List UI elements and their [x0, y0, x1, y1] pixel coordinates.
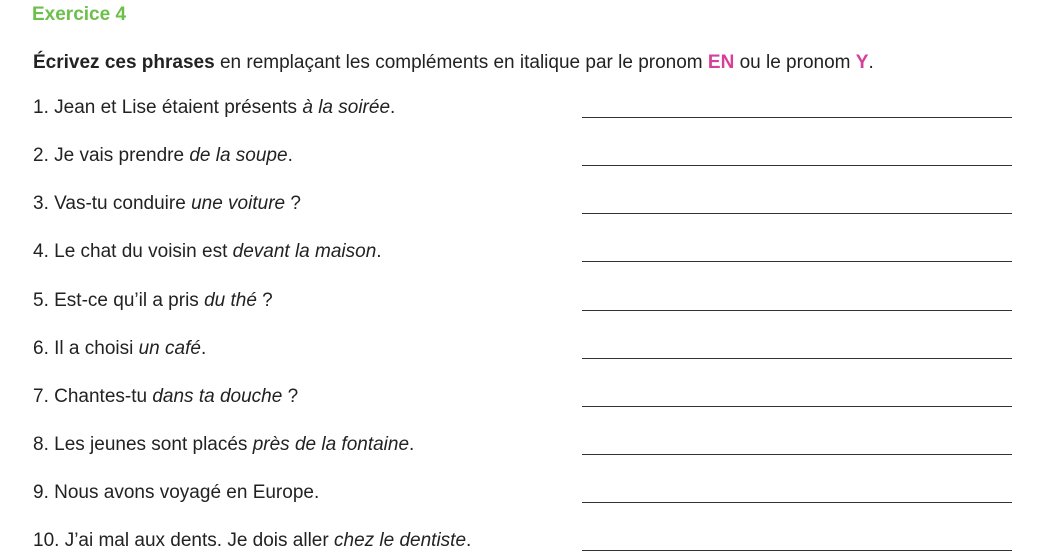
exercise-sentence: [33, 145, 293, 167]
instruction-middle: en remplaçant les compléments en italique par le pronom: [214, 52, 708, 73]
answer-line[interactable]: [582, 550, 1012, 551]
exercise-sentence: [33, 434, 414, 456]
sentence-plain: 4. Le chat du voisin est: [33, 241, 233, 262]
sentence-after: ?: [256, 290, 273, 311]
sentence-italic: dans ta douche: [152, 386, 283, 407]
sentence-italic: à la soirée: [302, 97, 391, 118]
sentence-italic: une voiture: [191, 193, 286, 214]
pronoun-y: Y: [855, 52, 869, 73]
answer-line[interactable]: [582, 454, 1012, 455]
sentence-plain: 8. Les jeunes sont placés: [33, 434, 253, 455]
sentence-italic: du thé: [204, 290, 257, 311]
answer-line[interactable]: [582, 358, 1012, 359]
exercise-item-6: [33, 338, 1013, 368]
sentence-plain: 3. Vas-tu conduire: [33, 193, 192, 214]
exercise-sentence: [33, 530, 471, 552]
sentence-plain: 10. J’ai mal aux dents. Je dois aller: [33, 530, 334, 551]
exercise-item-10: [33, 530, 1013, 560]
sentence-plain: 6. Il a choisi: [33, 338, 139, 359]
sentence-italic: un café: [138, 338, 201, 359]
sentence-plain: 7. Chantes-tu: [33, 386, 153, 407]
answer-line[interactable]: [582, 502, 1012, 503]
exercise-item-9: [33, 482, 1013, 512]
exercise-item-3: [33, 193, 1013, 223]
exercise-sentence: [33, 290, 273, 312]
sentence-after: .: [466, 530, 472, 551]
sentence-after: .: [409, 434, 415, 455]
instruction-end: .: [868, 52, 874, 73]
sentence-plain: 5. Est-ce qu’il a pris: [33, 290, 205, 311]
sentence-italic: devant la maison: [232, 241, 377, 262]
exercise-item-2: [33, 145, 1013, 175]
exercise-sentence: [33, 97, 395, 119]
sentence-after: .: [390, 97, 396, 118]
answer-line[interactable]: [582, 310, 1012, 311]
sentence-italic: chez le dentiste: [334, 530, 467, 551]
exercise-sentence: [33, 241, 382, 263]
exercise-item-7: [33, 386, 1013, 416]
exercise-sentence: [33, 338, 206, 360]
pronoun-en: EN: [707, 52, 735, 73]
instruction-bold: Écrivez ces phrases: [33, 52, 215, 73]
sentence-plain: 9. Nous avons voyagé en Europe.: [33, 482, 320, 503]
exercise-item-1: [33, 97, 1013, 127]
sentence-italic: près de la fontaine: [252, 434, 410, 455]
exercise-sentence: [33, 386, 298, 408]
answer-line[interactable]: [582, 406, 1012, 407]
sentence-after: .: [287, 145, 293, 166]
answer-line[interactable]: [582, 261, 1012, 262]
answer-line[interactable]: [582, 117, 1012, 118]
exercise-item-4: [33, 241, 1013, 271]
answer-line[interactable]: [582, 213, 1012, 214]
exercise-item-5: [33, 290, 1013, 320]
instruction-or: ou le pronom: [734, 52, 856, 73]
sentence-after: .: [200, 338, 207, 359]
sentence-after: ?: [285, 193, 301, 214]
exercise-sentence: [33, 482, 319, 504]
exercise-item-8: [33, 434, 1013, 464]
instruction-text: [33, 52, 874, 74]
sentence-plain: 1. Jean et Lise étaient présents: [33, 97, 303, 118]
exercise-title: Exercice 4: [32, 4, 127, 25]
sentence-after: ?: [282, 386, 299, 407]
answer-line[interactable]: [582, 165, 1012, 166]
sentence-italic: de la soupe: [189, 145, 288, 166]
sentence-plain: 2. Je vais prendre: [33, 145, 190, 166]
sentence-after: .: [376, 241, 382, 262]
exercise-sentence: [33, 193, 301, 215]
